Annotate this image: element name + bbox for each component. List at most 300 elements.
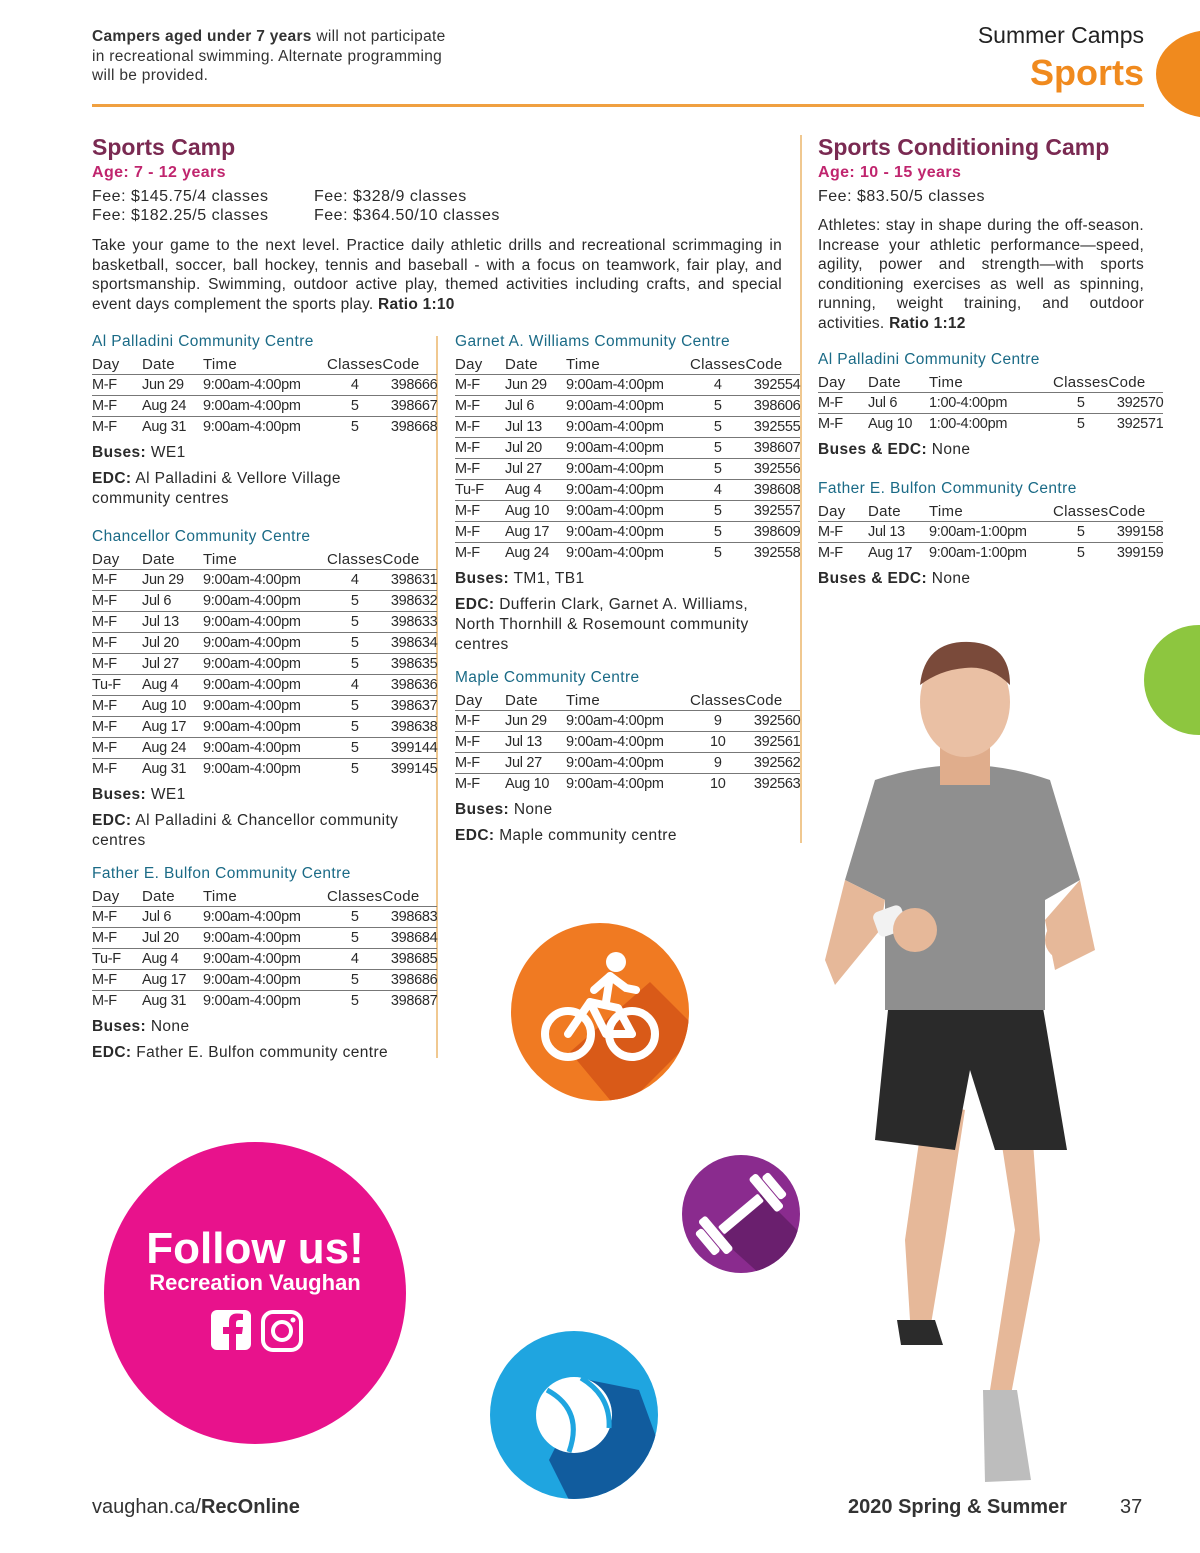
- cell-classes: 4: [327, 675, 382, 696]
- column-header-time: Time: [566, 355, 600, 373]
- table-row: [92, 633, 437, 654]
- cell-time: 9:00am-4:00pm: [203, 759, 327, 780]
- cell-day: M-F: [455, 438, 505, 459]
- cell-date: Aug 31: [142, 759, 203, 780]
- cell-time: 9:00am-4:00pm: [566, 480, 690, 501]
- cell-time: 9:00am-4:00pm: [566, 732, 690, 753]
- cell-day: M-F: [455, 753, 505, 774]
- buses-label: Buses:: [92, 444, 147, 461]
- table-row: [92, 928, 437, 949]
- location-block-chancellor: [92, 528, 437, 851]
- cell-day: M-F: [818, 522, 868, 543]
- conditioning-camp-title: Sports Conditioning Camp: [818, 134, 1110, 160]
- cell-date: Jul 6: [142, 907, 203, 928]
- table-header-row: [818, 372, 1163, 393]
- column-header-code: Code: [1108, 373, 1146, 391]
- edc-value: Dufferin Clark, Garnet A. Williams, North Thornhill & Rosemount community centres: [455, 596, 749, 653]
- buses-line: [92, 1017, 437, 1037]
- cell-code: 392555: [745, 417, 800, 438]
- cell-classes: 5: [327, 612, 382, 633]
- cell-time: 9:00am-4:00pm: [566, 459, 690, 480]
- runner-photo: [805, 630, 1125, 1500]
- buses-edc-line: [818, 440, 1163, 460]
- column-header-code: Code: [745, 691, 783, 709]
- conditioning-camp-description-text: Athletes: stay in shape during the off-season. Increase your athletic performance—speed, agility, power and strength—with sports conditioning exercises as well as spinning, running, weight training, and outdoor activities.: [818, 217, 1144, 332]
- schedule-table: [818, 372, 1163, 434]
- table-header-row: [818, 501, 1163, 522]
- schedule-table: [455, 690, 800, 794]
- cell-code: 392554: [745, 375, 800, 396]
- buses-label: Buses:: [455, 801, 510, 818]
- cell-date: Jul 6: [142, 591, 203, 612]
- cell-day: M-F: [92, 654, 142, 675]
- cell-code: 398608: [745, 480, 800, 501]
- cell-time: 9:00am-4:00pm: [566, 417, 690, 438]
- column-header-time: Time: [566, 691, 600, 709]
- cell-time: 1:00-4:00pm: [929, 414, 1053, 435]
- column-header-day: Day: [818, 373, 846, 391]
- cell-time: 9:00am-4:00pm: [203, 696, 327, 717]
- edc-value: Father E. Bulfon community centre: [136, 1044, 389, 1061]
- cell-code: 392557: [745, 501, 800, 522]
- cell-day: M-F: [92, 570, 142, 591]
- cell-code: 398666: [382, 375, 437, 396]
- cell-time: 9:00am-4:00pm: [566, 438, 690, 459]
- cell-date: Jun 29: [142, 375, 203, 396]
- column-header-classes: Classes: [327, 550, 383, 568]
- cell-code: 398667: [382, 396, 437, 417]
- cell-time: 9:00am-4:00pm: [203, 949, 327, 970]
- table-header-row: [92, 886, 437, 907]
- cell-day: M-F: [455, 543, 505, 564]
- cell-time: 9:00am-4:00pm: [203, 738, 327, 759]
- column-header-time: Time: [929, 373, 963, 391]
- cell-classes: 5: [327, 654, 382, 675]
- cell-day: M-F: [455, 417, 505, 438]
- follow-us-title: Follow us!: [146, 1224, 364, 1273]
- cell-classes: 9: [690, 753, 745, 774]
- cell-time: 9:00am-4:00pm: [203, 417, 327, 438]
- cell-day: Tu-F: [455, 480, 505, 501]
- section-kicker: Summer Camps: [977, 22, 1144, 48]
- table-row: [92, 907, 437, 928]
- cell-classes: 10: [690, 774, 745, 795]
- table-row: [455, 522, 800, 543]
- location-name: Father E. Bulfon Community Centre: [818, 480, 1077, 497]
- footer-edition-year: 2020: [848, 1496, 899, 1518]
- cell-code: 392556: [745, 459, 800, 480]
- cell-classes: 5: [690, 501, 745, 522]
- green-section-tab: [1144, 625, 1200, 735]
- cell-classes: 5: [327, 907, 382, 928]
- cell-day: Tu-F: [92, 675, 142, 696]
- edc-value: Al Palladini & Chancellor community centres: [92, 812, 399, 849]
- cell-date: Jul 13: [505, 732, 566, 753]
- cell-classes: 5: [1053, 393, 1108, 414]
- cell-code: 398636: [382, 675, 437, 696]
- cell-classes: 5: [327, 759, 382, 780]
- table-row: [92, 396, 437, 417]
- footer-edition-name: Spring & Summer: [898, 1496, 1067, 1518]
- table-row: [92, 949, 437, 970]
- cell-code: 399145: [382, 759, 437, 780]
- cell-date: Jul 20: [505, 438, 566, 459]
- cell-time: 9:00am-4:00pm: [566, 753, 690, 774]
- cell-date: Jul 27: [142, 654, 203, 675]
- cell-time: 9:00am-4:00pm: [203, 654, 327, 675]
- table-row: [455, 774, 800, 795]
- cell-day: M-F: [92, 759, 142, 780]
- facebook-icon[interactable]: [211, 1310, 251, 1350]
- table-row: [92, 696, 437, 717]
- column-header-classes: Classes: [327, 887, 383, 905]
- table-row: [455, 753, 800, 774]
- sports-camp-title: Sports Camp: [92, 134, 236, 160]
- cell-code: 392571: [1108, 414, 1163, 435]
- cell-code: 398635: [382, 654, 437, 675]
- cycling-icon: [510, 922, 690, 1102]
- cell-day: Tu-F: [92, 949, 142, 970]
- column-header-classes: Classes: [690, 691, 746, 709]
- cell-code: 398607: [745, 438, 800, 459]
- buses-edc-value: None: [931, 441, 971, 458]
- footer-url[interactable]: [92, 1496, 300, 1519]
- column-header-day: Day: [818, 502, 846, 520]
- table-row: [92, 717, 437, 738]
- cell-code: 392570: [1108, 393, 1163, 414]
- table-row: [455, 396, 800, 417]
- cell-time: 9:00am-4:00pm: [566, 396, 690, 417]
- location-block-maple: [455, 669, 800, 846]
- footer-url-prefix: vaughan.ca/: [92, 1496, 201, 1518]
- orange-section-tab: [1156, 30, 1200, 118]
- table-row: [92, 570, 437, 591]
- edc-label: EDC:: [92, 1044, 132, 1061]
- cell-time: 9:00am-4:00pm: [203, 928, 327, 949]
- buses-value: WE1: [150, 786, 186, 803]
- table-row: [455, 438, 800, 459]
- column-header-date: Date: [142, 355, 175, 373]
- table-header-row: [92, 354, 437, 375]
- location-block-garnet: [455, 333, 800, 655]
- cell-classes: 4: [690, 480, 745, 501]
- cell-code: 392560: [745, 711, 800, 732]
- buses-edc-line: [818, 569, 1163, 589]
- cell-time: 1:00-4:00pm: [929, 393, 1053, 414]
- edc-value: Al Palladini & Vellore Village community centres: [92, 470, 341, 507]
- swimming-note-bold: Campers aged under 7 years: [92, 28, 312, 45]
- cell-day: M-F: [92, 375, 142, 396]
- table-row: [92, 991, 437, 1012]
- cell-code: 398631: [382, 570, 437, 591]
- cell-day: M-F: [818, 414, 868, 435]
- cell-code: 398632: [382, 591, 437, 612]
- cell-date: Aug 4: [142, 675, 203, 696]
- cell-time: 9:00am-4:00pm: [203, 970, 327, 991]
- cell-code: 398685: [382, 949, 437, 970]
- cell-classes: 5: [1053, 414, 1108, 435]
- cell-day: M-F: [92, 591, 142, 612]
- column-header-day: Day: [92, 887, 120, 905]
- cell-date: Jul 13: [505, 417, 566, 438]
- cell-classes: 5: [327, 991, 382, 1012]
- table-header-row: [455, 354, 800, 375]
- cell-time: 9:00am-4:00pm: [203, 396, 327, 417]
- table-row: [818, 522, 1163, 543]
- swimming-note: [92, 27, 452, 86]
- cell-classes: 5: [327, 396, 382, 417]
- sports-camp-age: Age: 7 - 12 years: [92, 164, 226, 181]
- cell-time: 9:00am-4:00pm: [203, 907, 327, 928]
- cell-day: M-F: [92, 696, 142, 717]
- sports-camp-fee-4: Fee: $364.50/10 classes: [314, 207, 500, 224]
- table-row: [455, 501, 800, 522]
- cell-code: 398637: [382, 696, 437, 717]
- table-row: [455, 480, 800, 501]
- cell-day: M-F: [92, 991, 142, 1012]
- cell-day: M-F: [455, 501, 505, 522]
- cell-time: 9:00am-4:00pm: [566, 711, 690, 732]
- conditioning-camp-fee: Fee: $83.50/5 classes: [818, 188, 986, 205]
- cell-code: 392558: [745, 543, 800, 564]
- cell-date: Jun 29: [505, 711, 566, 732]
- sports-camp-description-text: Take your game to the next level. Practice daily athletic drills and recreational scrimmaging in basketball, soccer, ball hockey, tennis and baseball - with a focus on teamwork, fair play, and sportsmanship. Swimming, outdoor active play, themed activities including crafts, and special event days complement the sports play.: [92, 237, 782, 313]
- buses-line: [92, 443, 437, 463]
- cell-time: 9:00am-4:00pm: [203, 717, 327, 738]
- cell-time: 9:00am-4:00pm: [203, 591, 327, 612]
- buses-label: Buses:: [455, 570, 510, 587]
- cell-day: M-F: [455, 396, 505, 417]
- cell-code: 398609: [745, 522, 800, 543]
- cell-code: 392563: [745, 774, 800, 795]
- column-header-day: Day: [92, 355, 120, 373]
- buses-edc-value: None: [931, 570, 971, 587]
- edc-line: [92, 811, 422, 851]
- column-header-code: Code: [1108, 502, 1146, 520]
- edc-label: EDC:: [455, 827, 495, 844]
- column-header-time: Time: [203, 887, 237, 905]
- column-header-time: Time: [203, 550, 237, 568]
- cell-classes: 4: [690, 375, 745, 396]
- location-name: Al Palladini Community Centre: [818, 351, 1040, 368]
- dumbbell-icon: [681, 1154, 801, 1274]
- cell-time: 9:00am-4:00pm: [203, 633, 327, 654]
- cell-time: 9:00am-4:00pm: [203, 675, 327, 696]
- table-row: [92, 759, 437, 780]
- follow-us-badge[interactable]: [104, 1142, 406, 1444]
- buses-value: WE1: [150, 444, 186, 461]
- cell-time: 9:00am-4:00pm: [203, 375, 327, 396]
- header-divider: [92, 104, 1144, 107]
- cell-date: Aug 17: [142, 970, 203, 991]
- cell-classes: 5: [327, 417, 382, 438]
- cell-code: 398606: [745, 396, 800, 417]
- column-header-code: Code: [382, 887, 420, 905]
- location-name: Chancellor Community Centre: [92, 528, 311, 545]
- cell-time: 9:00am-1:00pm: [929, 522, 1053, 543]
- column-header-day: Day: [455, 355, 483, 373]
- cell-day: M-F: [818, 543, 868, 564]
- buses-edc-label: Buses & EDC:: [818, 570, 928, 587]
- cell-day: M-F: [455, 375, 505, 396]
- cell-classes: 5: [327, 928, 382, 949]
- cell-day: M-F: [92, 907, 142, 928]
- table-row: [92, 675, 437, 696]
- table-row: [818, 393, 1163, 414]
- cell-day: M-F: [818, 393, 868, 414]
- table-row: [92, 591, 437, 612]
- schedule-table: [92, 549, 437, 779]
- column-header-classes: Classes: [327, 355, 383, 373]
- edc-line: [92, 469, 422, 509]
- cell-classes: 4: [327, 570, 382, 591]
- cell-code: 399159: [1108, 543, 1163, 564]
- cell-date: Aug 31: [142, 991, 203, 1012]
- cell-day: M-F: [455, 732, 505, 753]
- cell-code: 398668: [382, 417, 437, 438]
- table-row: [818, 414, 1163, 435]
- footer-url-bold: RecOnline: [200, 1496, 300, 1518]
- cell-day: M-F: [92, 417, 142, 438]
- cell-time: 9:00am-4:00pm: [566, 522, 690, 543]
- table-row: [818, 543, 1163, 564]
- cell-classes: 5: [327, 591, 382, 612]
- column-header-date: Date: [868, 373, 901, 391]
- edc-value: Maple community centre: [499, 827, 677, 844]
- buses-edc-label: Buses & EDC:: [818, 441, 928, 458]
- swimming-note-text: will not participate in recreational swimming. Alternate programming will be provided.: [92, 28, 446, 84]
- table-row: [92, 612, 437, 633]
- cell-date: Aug 17: [505, 522, 566, 543]
- column-header-classes: Classes: [690, 355, 746, 373]
- location-name: Al Palladini Community Centre: [92, 333, 314, 350]
- buses-value: None: [150, 1018, 190, 1035]
- cell-classes: 10: [690, 732, 745, 753]
- cell-code: 398683: [382, 907, 437, 928]
- cell-date: Jun 29: [505, 375, 566, 396]
- cell-classes: 4: [327, 949, 382, 970]
- column-header-time: Time: [203, 355, 237, 373]
- schedule-table: [92, 886, 437, 1011]
- instagram-icon[interactable]: [263, 1312, 301, 1350]
- cell-code: 398684: [382, 928, 437, 949]
- tennis-ball-icon: [489, 1330, 659, 1500]
- buses-value: None: [513, 801, 553, 818]
- cell-date: Jun 29: [142, 570, 203, 591]
- column-header-time: Time: [929, 502, 963, 520]
- page-number: 37: [1120, 1496, 1143, 1518]
- schedule-table: [455, 354, 800, 563]
- cell-time: 9:00am-4:00pm: [566, 774, 690, 795]
- location-block-bulfon-b: [818, 480, 1163, 589]
- cell-date: Aug 10: [505, 774, 566, 795]
- column-header-classes: Classes: [1053, 373, 1109, 391]
- sports-camp-description: [92, 236, 782, 314]
- table-row: [455, 417, 800, 438]
- cell-code: 392562: [745, 753, 800, 774]
- table-row: [455, 459, 800, 480]
- cell-date: Jul 6: [868, 393, 929, 414]
- cell-date: Jul 13: [142, 612, 203, 633]
- table-row: [92, 654, 437, 675]
- cell-date: Jul 13: [868, 522, 929, 543]
- table-row: [92, 738, 437, 759]
- cell-day: M-F: [92, 717, 142, 738]
- cell-code: 398634: [382, 633, 437, 654]
- cell-date: Aug 4: [505, 480, 566, 501]
- sports-camp-fee-2: Fee: $328/9 classes: [314, 188, 467, 205]
- buses-line: [455, 569, 800, 589]
- table-row: [455, 711, 800, 732]
- schedule-table: [818, 501, 1163, 563]
- cell-classes: 5: [690, 396, 745, 417]
- cell-day: M-F: [92, 396, 142, 417]
- column-header-classes: Classes: [1053, 502, 1109, 520]
- column-header-date: Date: [142, 887, 175, 905]
- cell-date: Aug 17: [142, 717, 203, 738]
- cell-time: 9:00am-4:00pm: [203, 991, 327, 1012]
- table-row: [92, 417, 437, 438]
- conditioning-camp-ratio: Ratio 1:12: [889, 314, 966, 332]
- edc-line: [455, 826, 785, 846]
- table-row: [92, 375, 437, 396]
- cell-date: Jul 6: [505, 396, 566, 417]
- cell-classes: 5: [1053, 543, 1108, 564]
- buses-line: [455, 800, 800, 820]
- table-row: [92, 970, 437, 991]
- cell-day: M-F: [455, 459, 505, 480]
- cell-day: M-F: [92, 738, 142, 759]
- section-title: Sports: [1029, 52, 1144, 93]
- location-name: Father E. Bulfon Community Centre: [92, 865, 351, 882]
- social-icons: [209, 1308, 304, 1352]
- cell-day: M-F: [92, 633, 142, 654]
- column-header-code: Code: [745, 355, 783, 373]
- column-header-date: Date: [505, 355, 538, 373]
- cell-date: Aug 31: [142, 417, 203, 438]
- cell-day: M-F: [92, 970, 142, 991]
- cell-classes: 5: [690, 543, 745, 564]
- cell-classes: 4: [327, 375, 382, 396]
- follow-us-subtitle: Recreation Vaughan: [149, 1270, 361, 1295]
- cell-code: 399158: [1108, 522, 1163, 543]
- cell-classes: 5: [327, 696, 382, 717]
- cell-date: Aug 4: [142, 949, 203, 970]
- cell-classes: 5: [327, 970, 382, 991]
- cell-classes: 5: [327, 717, 382, 738]
- sports-camp-fee-3: Fee: $182.25/5 classes: [92, 207, 269, 224]
- column-header-day: Day: [455, 691, 483, 709]
- cell-time: 9:00am-4:00pm: [566, 375, 690, 396]
- cell-date: Aug 24: [142, 396, 203, 417]
- sports-camp-ratio: Ratio 1:10: [378, 295, 455, 313]
- column-header-date: Date: [142, 550, 175, 568]
- cell-code: 398638: [382, 717, 437, 738]
- buses-label: Buses:: [92, 786, 147, 803]
- conditioning-camp-description: [818, 216, 1144, 333]
- cell-date: Jul 27: [505, 753, 566, 774]
- cell-classes: 5: [1053, 522, 1108, 543]
- cell-day: M-F: [455, 522, 505, 543]
- cell-time: 9:00am-4:00pm: [203, 612, 327, 633]
- cell-date: Aug 17: [868, 543, 929, 564]
- edc-line: [455, 595, 785, 655]
- buses-line: [92, 785, 437, 805]
- cell-classes: 9: [690, 711, 745, 732]
- cell-classes: 5: [690, 438, 745, 459]
- cell-time: 9:00am-1:00pm: [929, 543, 1053, 564]
- location-block-palladini-a: [92, 333, 437, 509]
